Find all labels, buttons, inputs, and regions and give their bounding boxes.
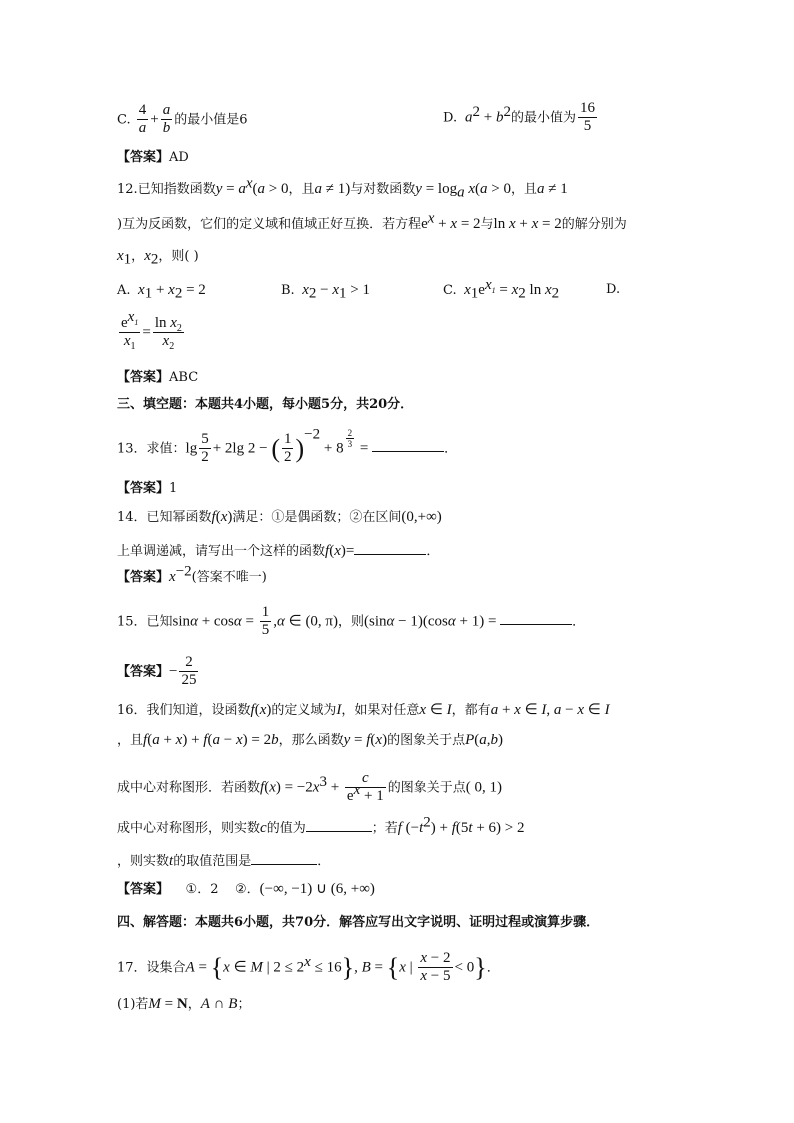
q16-line3: 成中心对称图形．若函数$f(x) = -2x^3$ + $\frac{c}{e^x + 1}$ 的图象关于点( 0, 1) (117, 770, 502, 805)
q13-answer: 【答案】1 (117, 481, 178, 496)
q14-line1: 14．已知幂函数f(x)满足：①是偶函数；②在区间(0,+∞) (117, 509, 442, 525)
q16-line5: ，则实数t的取值范围是 ． (117, 853, 331, 869)
q13-question: 13．求值：lg $\frac{5}{2}$ + 2lg 2 − ( $\frac{1}{2}$ )$^{-2}$ + 8 $^{\frac{2}{3}}$ = ． (117, 426, 458, 466)
q15-question: 15．已知sinα + cosα = $\frac{1}{5}$ ,α ∈ (0, π)，则(sinα − 1)(cosα + 1) = ． (117, 604, 586, 639)
q11-option-d: D. $a^2 + b^2$的最小值为 $\frac{16}{5}$ (443, 100, 595, 135)
q14-line2: 上单调递减，请写出一个这样的函数f(x)= ． (117, 543, 440, 559)
q16-line4: 成中心对称图形，则实数c的值为 ；若f $(-t^2) + f(5t + 6) > 2$ (117, 814, 525, 836)
q12-option-d-label: D. (606, 282, 621, 297)
q12-line1: 12.已知指数函数$y = a^x(a > 0$，且a ≠ 1)与对数函数$y = \log_a x(a > 0$，且a ≠ 1 (117, 175, 568, 201)
q12-option-c: C. $x_1e^{x_1} = x_2$ $\ln x_2$ (443, 276, 560, 302)
q16-line1: 16．我们知道，设函数f(x)的定义域为I，如果对任意x ∈ I，都有a + x ∈ I, a − x ∈ I (117, 702, 610, 718)
q17-sub1: (1)若M = N，A ∩ B； (117, 996, 251, 1012)
section-4-heading: 四、解答题：本题共6小题，共70分．解答应写出文字说明、证明过程或演算步骤． (117, 915, 600, 930)
q12-answer: 【答案】ABC (117, 370, 199, 385)
q12-option-d: $\frac{e^{x_1}}{x_1}$ = $\frac{\ln x_2}{x_2}$ (121, 309, 182, 353)
q12-option-a: A. $x_1 + x_2 = 2$ (117, 282, 206, 302)
q12-option-b: B. $x_2 - x_1 > 1$ (281, 282, 370, 302)
q11-answer: 【答案】AD (117, 150, 189, 165)
q11-option-c: C. $\frac{4}{a}$ + $\frac{a}{b}$ 的最小值是6 (117, 102, 248, 137)
q15-answer: 【答案】− $\frac{2}{25}$ (117, 654, 197, 689)
q12-line3: $x_1$，$x_2$，则( ) (117, 248, 199, 268)
q16-line2: ，且f(a + x) + f(a − x) = 2b，那么函数y = f(x)的图象关于点P(a,b) (117, 732, 504, 748)
q14-answer: 【答案】$x^{-2}$(答案不唯一) (117, 563, 267, 585)
section-3-heading: 三、填空题：本题共4小题，每小题5分，共20分． (117, 397, 414, 412)
q16-answer: 【答案】 ①．2 ②．(−∞, −1) ∪ (6, +∞) (117, 881, 375, 897)
q17-question: 17．设集合A = {x ∈ M | $2 \le 2^x \le 16$}, B = {x | $\frac{x - 2}{x - 5}$ < 0}． (117, 950, 500, 985)
q12-line2: )互为反函数，它们的定义域和值域正好互换．若方程$e^x + x = 2$与ln x + x = 2的解分别为 (117, 210, 627, 232)
